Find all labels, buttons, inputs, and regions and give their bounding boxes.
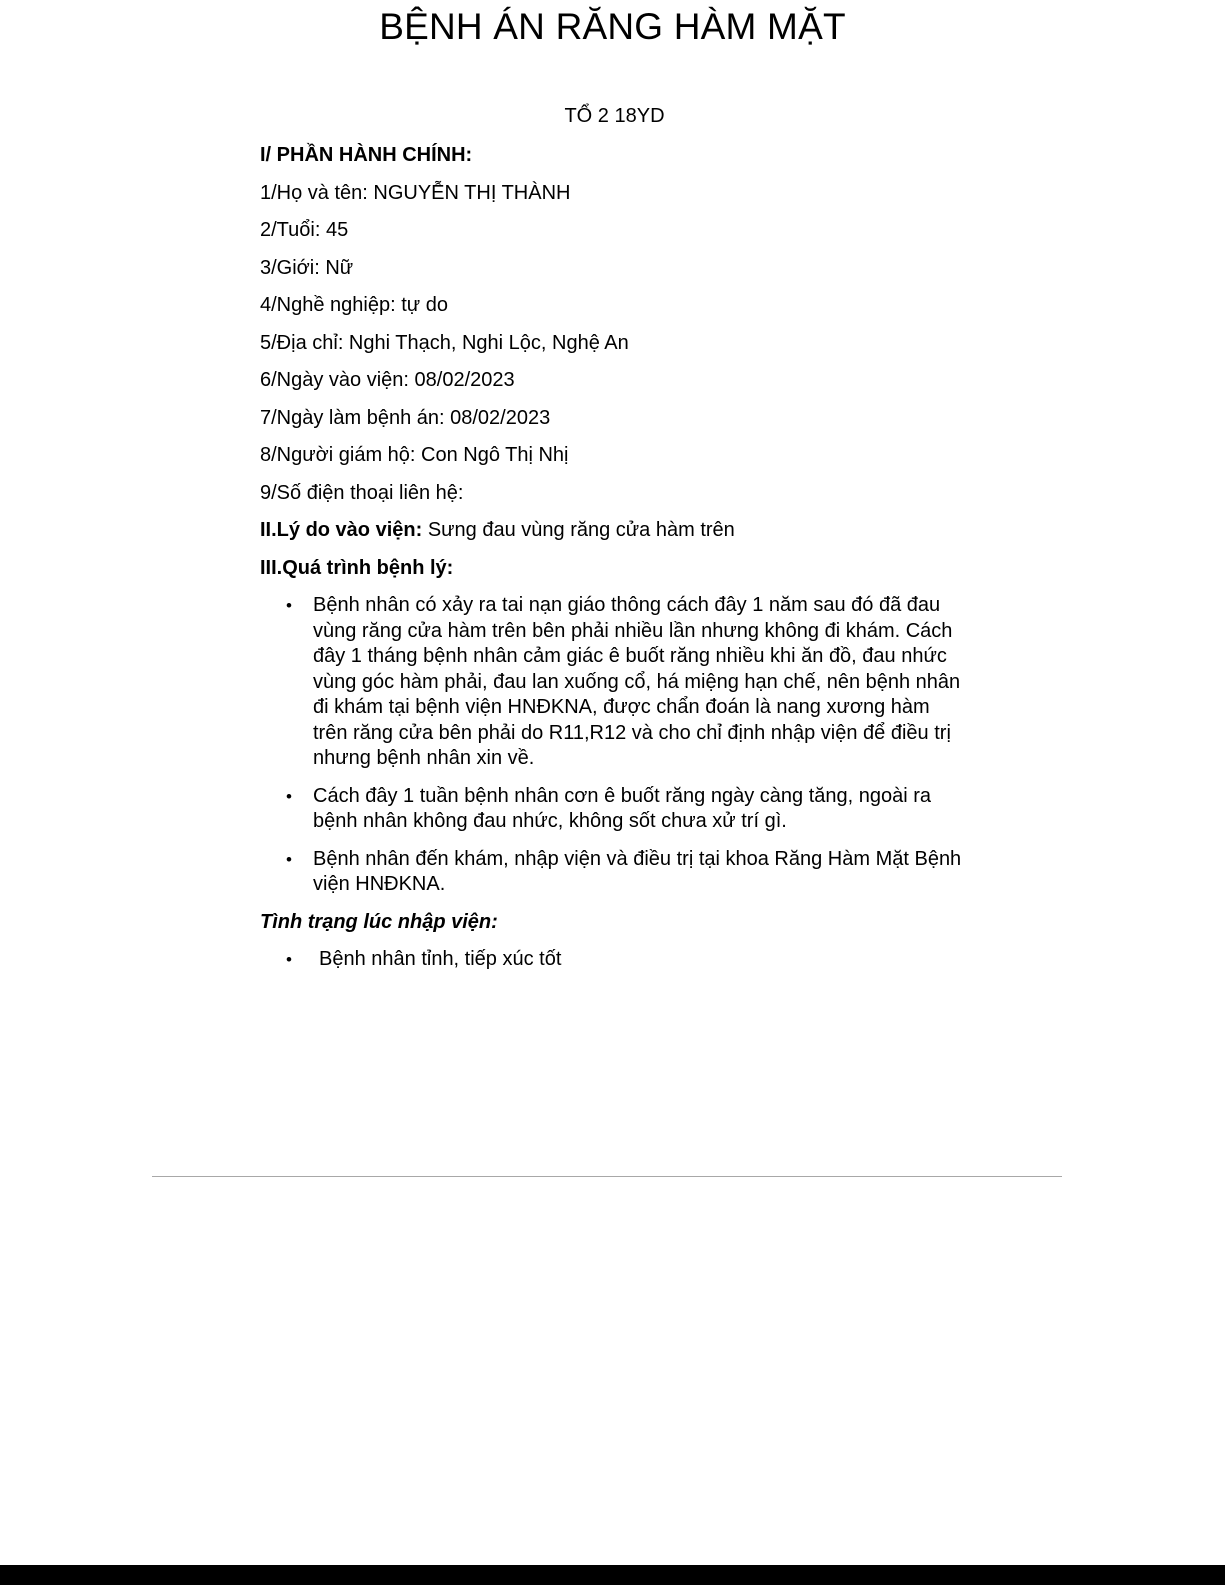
bottom-bar [0, 1565, 1225, 1585]
admission-status-heading: Tình trạng lúc nhập viện: [260, 910, 498, 933]
history-item-text: Bệnh nhân có xảy ra tai nạn giáo thông cách đây 1 năm sau đó đã đau vùng răng cửa hàm trên bên phải nhiều lần nhưng không đi khám. Cách đây 1 tháng bệnh nhân cảm giác ê buốt răng nhiều khi ăn đồ, đau nhức vùng góc hàm phải, đau lan xuống cổ, há miệng hạn chế, nên bệnh nhân đi khám tại bệnh viện HNĐKNA, được chẩn đoán là nang xương hàm trên răng cửa bên phải do R11,R12 và cho chỉ định nhập viện để điều trị nhưng bệnh nhân xin về. [313, 594, 961, 769]
field-address: 5/Địa chỉ: Nghi Thạch, Nghi Lộc, Nghệ An [260, 331, 629, 354]
document-title: BỆNH ÁN RĂNG HÀM MẶT [379, 6, 846, 47]
history-list [260, 593, 965, 898]
admission-status-list [260, 947, 965, 973]
history-item-text: Cách đây 1 tuần bệnh nhân cơn ê buốt răng ngày càng tăng, ngoài ra bệnh nhân không đau nhức, không sốt chưa xử trí gì. [313, 784, 932, 832]
section-2-value: Sưng đau vùng răng cửa hàm trên [422, 519, 735, 541]
field-guardian: 8/Người giám hộ: Con Ngô Thị Nhị [260, 444, 569, 466]
field-full-name: 1/Họ và tên: NGUYỄN THỊ THÀNH [260, 181, 571, 204]
section-2-reason [260, 518, 965, 544]
list-item [260, 947, 965, 973]
bullet-icon: • [286, 786, 292, 806]
field-occupation: 4/Nghề nghiệp: tự do [260, 294, 448, 316]
page-divider [152, 1176, 1062, 1177]
section-1-heading: I/ PHẦN HÀNH CHÍNH: [260, 144, 473, 166]
field-gender: 3/Giới: Nữ [260, 256, 354, 279]
admission-item-text: Bệnh nhân tỉnh, tiếp xúc tốt [319, 948, 562, 970]
list-item [260, 784, 965, 835]
field-record-date: 7/Ngày làm bệnh án: 08/02/2023 [260, 406, 551, 429]
field-age: 2/Tuổi: 45 [260, 219, 349, 241]
history-item-text: Bệnh nhân đến khám, nhập viện và điều trị tại khoa Răng Hàm Mặt Bệnh viện HNĐKNA. [313, 847, 962, 895]
list-item [260, 593, 965, 772]
bullet-icon: • [286, 849, 292, 869]
field-phone: 9/Số điện thoại liên hệ: [260, 481, 464, 504]
document-body [260, 143, 965, 985]
section-2-label: II.Lý do vào viện: [260, 519, 423, 541]
section-3-heading: III.Quá trình bệnh lý: [260, 556, 454, 579]
list-item [260, 847, 965, 898]
group-label: TỔ 2 18YD [564, 105, 665, 127]
bullet-icon: • [286, 596, 292, 615]
bullet-icon: • [286, 950, 292, 969]
field-admission-date: 6/Ngày vào viện: 08/02/2023 [260, 369, 515, 391]
